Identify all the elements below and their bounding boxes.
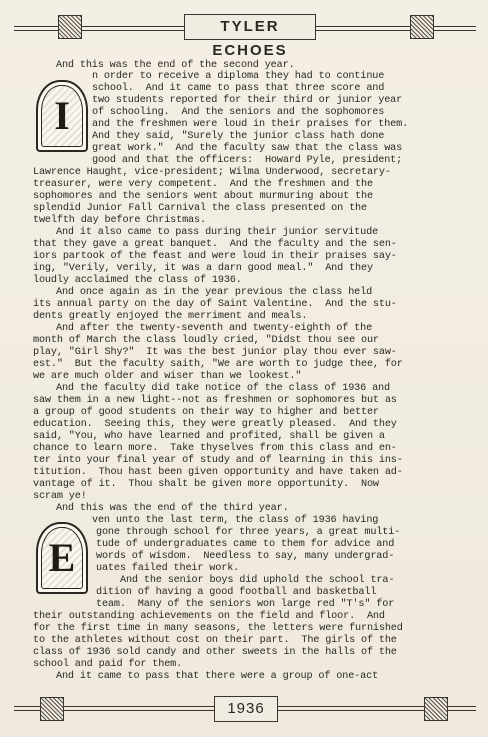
text-line: And it came to pass that there were a group of one-act bbox=[56, 671, 379, 682]
text-line: education. Seeing this, they were greatly pleased. And they bbox=[33, 419, 397, 430]
text-line: And they said, "Surely the junior class hath done bbox=[92, 131, 385, 142]
text-line: for the first time in many seasons, the letters were furnished bbox=[33, 623, 403, 634]
footer-ornament-left bbox=[40, 697, 64, 721]
page-header bbox=[14, 8, 476, 59]
dropcap-letter: I bbox=[54, 93, 70, 138]
text-line: twelfth day before Christmas. bbox=[33, 215, 206, 226]
text-line: n order to receive a diploma they had to continue bbox=[92, 71, 385, 82]
text-line: gone through school for three years, a great multi- bbox=[96, 527, 401, 538]
text-line: And it also came to pass during their junior servitude bbox=[56, 227, 379, 238]
text-line: school. And it came to pass that three score and bbox=[92, 83, 385, 94]
text-line: uates failed their work. bbox=[96, 563, 240, 574]
text-line: words of wisdom. Needless to say, many undergrad- bbox=[96, 551, 395, 562]
text-line: its annual party on the day of Saint Valentine. And the stu- bbox=[33, 299, 397, 310]
text-line: and the freshmen were loud in their praises for them. bbox=[92, 119, 409, 130]
text-line: said, "You, who have learned and profited, shall be given a bbox=[33, 431, 385, 442]
dropcap-e bbox=[36, 522, 88, 594]
text-line: dition of having a good football and basketball bbox=[96, 587, 377, 598]
text-line: a group of good students on their way to higher and better bbox=[33, 407, 379, 418]
header-ornament-right bbox=[410, 15, 434, 39]
text-line: dents greatly enjoyed the merriment and meals. bbox=[33, 311, 308, 322]
text-line: to the athletes without cost on their part. The girls of the bbox=[33, 635, 397, 646]
text-line: And the senior boys did uphold the school tra- bbox=[120, 575, 395, 586]
text-line: that they gave a great banquet. And the faculty and the sen- bbox=[33, 239, 397, 250]
text-line: play, "Girl Shy?" It was the best junior play thou ever saw- bbox=[33, 347, 397, 358]
dropcap-letter: E bbox=[48, 535, 76, 580]
text-line: And the faculty did take notice of the class of 1936 and bbox=[56, 383, 390, 394]
text-line: tude of undergraduates came to them for advice and bbox=[96, 539, 395, 550]
text-line: two students reported for their third or junior year bbox=[92, 95, 403, 106]
text-line: team. Many of the seniors won large red "T's" for bbox=[96, 599, 395, 610]
text-line: And this was the end of the third year. bbox=[56, 503, 289, 514]
text-line: month of March the class loudly cried, "Didst thou see our bbox=[33, 335, 379, 346]
text-line: est." But the faculty saith, "We are worth to judge thee, for bbox=[33, 359, 403, 370]
text-line: titution. Thou hast been given opportunity and have taken ad- bbox=[33, 467, 403, 478]
text-line: saw them in a new light--not as freshmen or sophomores but as bbox=[33, 395, 397, 406]
text-line: scram ye! bbox=[33, 491, 87, 502]
text-line: sophomores and the seniors went about murmuring about the bbox=[33, 191, 373, 202]
text-line: class of 1936 sold candy and other sweets in the halls of the bbox=[33, 647, 397, 658]
text-line: great work." And the faculty saw that the class was bbox=[92, 143, 403, 154]
text-line: vantage of it. Thou shalt be given more opportunity. Now bbox=[33, 479, 379, 490]
page-title: TYLER ECHOES bbox=[184, 14, 316, 40]
text-line: And this was the end of the second year. bbox=[56, 60, 295, 71]
text-line: treasurer, were very competent. And the freshmen and the bbox=[33, 179, 373, 190]
text-line: school and paid for them. bbox=[33, 659, 183, 670]
page-footer bbox=[14, 684, 476, 730]
text-line: And once again as in the year previous the class held bbox=[56, 287, 373, 298]
text-line: ter into your final year of study and of learning in this ins- bbox=[33, 455, 403, 466]
text-line: good and that the officers: Howard Pyle, president; bbox=[92, 155, 403, 166]
text-line: Lawrence Haught, vice-president; Wilma Underwood, secretary- bbox=[33, 167, 391, 178]
text-line: loudly acclaimed the class of 1936. bbox=[33, 275, 242, 286]
text-line: splendid Junior Fall Carnival the class presented on the bbox=[33, 203, 367, 214]
header-ornament-left bbox=[58, 15, 82, 39]
text-line: of schooling. And the seniors and the sophomores bbox=[92, 107, 385, 118]
page-number: 1936 bbox=[214, 696, 278, 722]
text-line: And after the twenty-seventh and twenty-eighth of the bbox=[56, 323, 373, 334]
text-line: chance to learn more. Take thyselves from this class and en- bbox=[33, 443, 397, 454]
dropcap-i bbox=[36, 80, 88, 152]
text-line: ing, "Verily, verily, it was a darn good meal." And they bbox=[33, 263, 373, 274]
text-line: iors partook of the feast and were loud in their praises say- bbox=[33, 251, 397, 262]
footer-ornament-right bbox=[424, 697, 448, 721]
text-line: we are much older and wiser than we lookest." bbox=[33, 371, 302, 382]
text-line: ven unto the last term, the class of 1936 having bbox=[92, 515, 379, 526]
text-line: their outstanding achievements on the field and floor. And bbox=[33, 611, 385, 622]
